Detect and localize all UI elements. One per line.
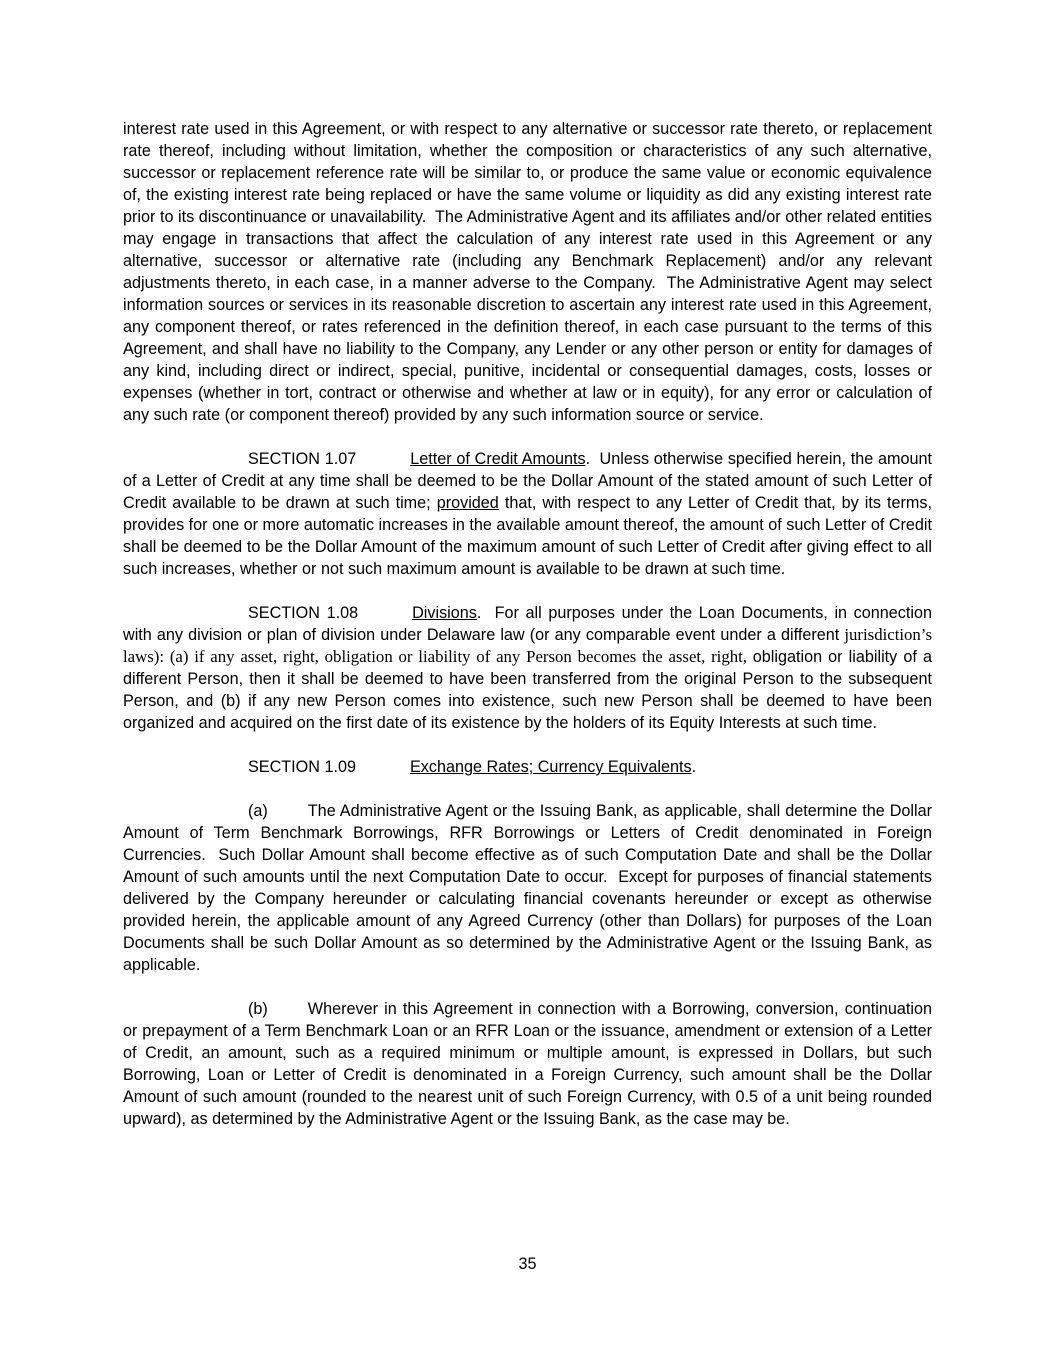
section-1-09-heading: [123, 756, 932, 778]
section-1-08-label: SECTION 1.08: [248, 604, 359, 622]
provided-term: provided: [436, 494, 499, 512]
section-1-09-title: Exchange Rates; Currency Equivalents: [409, 758, 692, 776]
section-1-07-body-rest: that, with respect to any Letter of Credit that, by its terms, provides for one or more automatic increases in the available amount thereof, the amount of such Letter of Credit shall be deemed to be the Dollar Amount of the maximum amount of such Letter of Credit after giving effect to all such increases, whether or not such maximum amount is available to be drawn at such time.: [123, 494, 937, 578]
section-1-08-serif-segment: jurisdiction’s laws): (a) if any asset, right, obligation or liability of any Person becomes the asset, right,: [123, 625, 937, 666]
section-1-07-paragraph: [123, 448, 937, 580]
section-1-07-title: Letter of Credit Amounts: [410, 450, 586, 468]
section-1-08-title: Divisions: [412, 604, 477, 622]
subsection-a-text: The Administrative Agent or the Issuing Bank, as applicable, shall determine the Dollar Amount of Term Benchmark Borrowings, RFR Borrowings or Letters of Credit denominated in Foreign Currencies. Such Dollar Amount shall become effective as of such Computation Date and shall be the Dollar Amount of such amounts until the next Computation Date to occur. Except for purposes of financial statements delivered by the Company hereunder or calculating financial covenants hereunder or except as otherwise provided herein, the applicable amount of any Agreed Currency (other than Dollars) for purposes of the Loan Documents shall be such Dollar Amount as so determined by the Administrative Agent or the Issuing Bank, as applicable.: [123, 802, 937, 974]
section-1-08-body-rest: obligation or liability of a different Person, then it shall be deemed to have been transferred from the original Person to the subsequent Person, and (b) if any new Person comes into existence, such new Person shall be deemed to have been organized and acquired on the first date of its existence by the holders of its Equity Interests at such time.: [123, 648, 937, 732]
section-1-09-period: .: [691, 758, 697, 776]
subsection-b-paragraph: [123, 998, 937, 1130]
section-1-08-paragraph: [123, 602, 937, 734]
section-1-07-body: . Unless otherwise specified herein, the amount of a Letter of Credit at any time shall be deemed to be the Dollar Amount of the stated amount of such Letter of Credit available to be drawn at such time;: [123, 450, 937, 512]
section-1-07-label: SECTION 1.07: [248, 450, 357, 468]
subsection-b-label: (b): [248, 1000, 268, 1018]
section-1-09-label: SECTION 1.09: [248, 758, 356, 776]
subsection-b-text: Wherever in this Agreement in connection with a Borrowing, conversion, continuation or prepayment of a Term Benchmark Loan or an RFR Loan or the issuance, amendment or extension of a Letter of Credit, an amount, such as a required minimum or multiple amount, is expressed in Dollars, but such Borrowing, Loan or Letter of Credit is denominated in a Foreign Currency, such amount shall be the Dollar Amount of such amount (rounded to the nearest unit of such Foreign Currency, with 0.5 of a unit being rounded upward), as determined by the Administrative Agent or the Issuing Bank, as the case may be.: [123, 1000, 937, 1128]
subsection-a-label: (a): [248, 802, 268, 820]
subsection-a-paragraph: [123, 800, 937, 976]
paragraph-interest-rate-continuation: [123, 118, 937, 426]
page-number: 35: [518, 1255, 537, 1273]
paragraph-text: interest rate used in this Agreement, or with respect to any alternative or successor rate thereto, or replacement rate thereof, including without limitation, whether the composition or characteristics of any such alternative, successor or replacement reference rate will be similar to, or produce the same value or economic equivalence of, the existing interest rate being replaced or have the same volume or liquidity as did any existing interest rate prior to its discontinuance or unavailability. The Administrative Agent and its affiliates and/or other related entities may engage in transactions that affect the calculation of any interest rate used in this Agreement or any alternative, successor or alternative rate (including any Benchmark Replacement) and/or any relevant adjustments thereto, in each case, in a manner adverse to the Company. The Administrative Agent may select information sources or services in its reasonable discretion to ascertain any interest rate used in this Agreement, any component thereof, or rates referenced in the definition thereof, in each case pursuant to the terms of this Agreement, and shall have no liability to the Company, any Lender or any other person or entity for damages of any kind, including direct or indirect, special, punitive, incidental or consequential damages, costs, losses or expenses (whether in tort, contract or otherwise and whether at law or in equity), for any error or calculation of any such rate (or component thereof) provided by any such information source or service.: [123, 120, 937, 424]
section-1-08-body: . For all purposes under the Loan Documents, in connection with any division or plan of division under Delaware law (or any comparable event under a different: [123, 604, 937, 644]
